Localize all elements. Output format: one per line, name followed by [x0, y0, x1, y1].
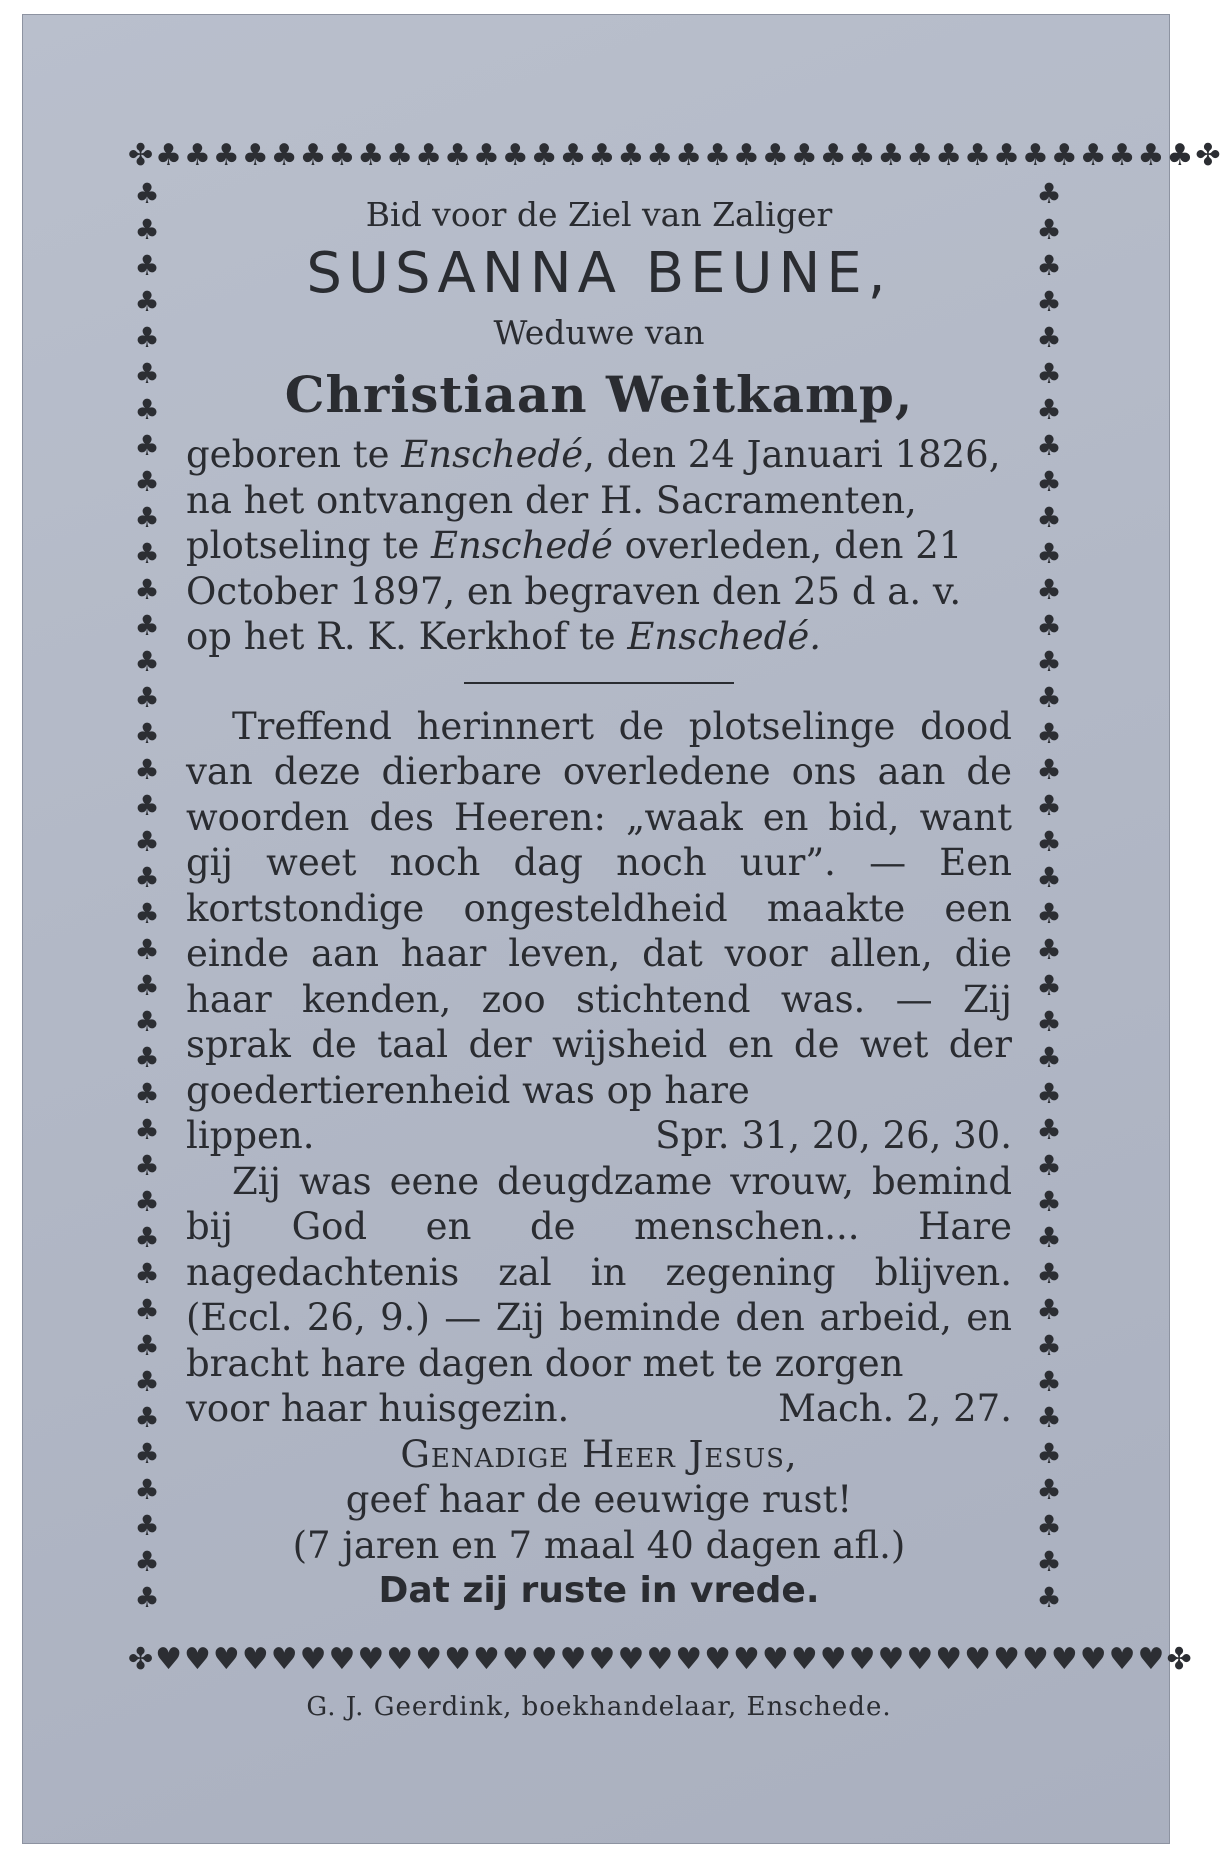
- para2-end: voor haar huisgezin.: [186, 1387, 570, 1430]
- buried-line: October 1897, en begraven den 25 d a. v.: [186, 569, 962, 613]
- death-post: overleden, den 21: [612, 524, 963, 567]
- reference-line-2: [186, 1386, 1012, 1432]
- cemetery-line: [186, 614, 1012, 660]
- ornament-border-right: ♣♣♣♣♣♣♣♣♣♣♣♣♣♣♣♣♣♣♣♣♣♣♣♣♣♣♣♣♣♣♣♣♣♣♣♣♣♣♣♣: [1036, 177, 1064, 1614]
- intro-line: Bid voor de Ziel van Zaliger: [365, 195, 833, 234]
- indulgence-line: (7 jaren en 7 maal 40 dagen afl.): [292, 1523, 906, 1567]
- divider: [464, 682, 734, 684]
- ornament-border-top: ✤♣♣♣♣♣♣♣♣♣♣♣♣♣♣♣♣♣♣♣♣♣♣♣♣♣♣♣♣♣♣♣♣♣♣♣♣✤: [128, 138, 1222, 173]
- ornament-border-bottom: ✤♥♥♥♥♥♥♥♥♥♥♥♥♥♥♥♥♥♥♥♥♥♥♥♥♥♥♥♥♥♥♥♥♥♥♥✤: [128, 1642, 1194, 1677]
- prayer-line-1: Genadige Heer Jesus,: [400, 1432, 798, 1476]
- cemetery-pre: op het R. K. Kerkhof te: [186, 615, 628, 658]
- death-pre: plotseling te: [186, 524, 432, 567]
- ornament-border-left: ♣♣♣♣♣♣♣♣♣♣♣♣♣♣♣♣♣♣♣♣♣♣♣♣♣♣♣♣♣♣♣♣♣♣♣♣♣♣♣♣: [134, 177, 162, 1614]
- paragraph-2: Zij was eene deugdzame vrouw, bemind bij God en de menschen... Hare nagedachtenis zal in zegening blijven. (Eccl. 26, 9.) — Zij beminde den arbeid, en bracht hare dagen door met te zorgen: [186, 1159, 1012, 1385]
- printer-credit: G. J. Geerdink, boekhandelaar, Enschede.: [306, 1692, 892, 1722]
- deceased-name: SUSANNA BEUNE,: [306, 241, 892, 306]
- spouse-name: Christiaan Weitkamp,: [284, 365, 914, 424]
- death-place: Enschedé: [431, 524, 613, 567]
- birth-line: [186, 432, 1012, 478]
- closing-line: Dat zij ruste in vrede.: [378, 1570, 820, 1611]
- widow-of-line: Weduwe van: [493, 313, 705, 352]
- reference-line-1: [186, 1113, 1012, 1159]
- cemetery-place: Enschedé.: [627, 615, 821, 658]
- birth-pre: geboren te: [186, 433, 402, 476]
- birth-place: Enschedé: [401, 433, 584, 476]
- scripture-ref-2: Mach. 2, 27.: [778, 1387, 1012, 1430]
- card-text: [186, 190, 1012, 1614]
- prayer-line-2: geef haar de eeuwige rust!: [345, 1478, 853, 1521]
- birth-post: , den 24 Januari 1826,: [583, 433, 1001, 476]
- paragraph-1: Treffend herinnert de plotselinge dood van deze dierbare overledene ons aan de woorden des Heeren: „waak en bid, want gij weet noch dag noch uur”. — Een kortstondige ongesteldheid maakte een einde aan haar leven, dat voor allen, die haar kenden, zoo stichtend was. — Zij sprak de taal der wijsheid en de wet der goedertierenheid was op hare: [186, 704, 1012, 1112]
- death-line: [186, 523, 1012, 569]
- sacrament-line: na het ontvangen der H. Sacramenten,: [186, 478, 917, 522]
- scripture-ref-1: Spr. 31, 20, 26, 30.: [655, 1114, 1012, 1157]
- para1-end: lippen.: [186, 1114, 315, 1157]
